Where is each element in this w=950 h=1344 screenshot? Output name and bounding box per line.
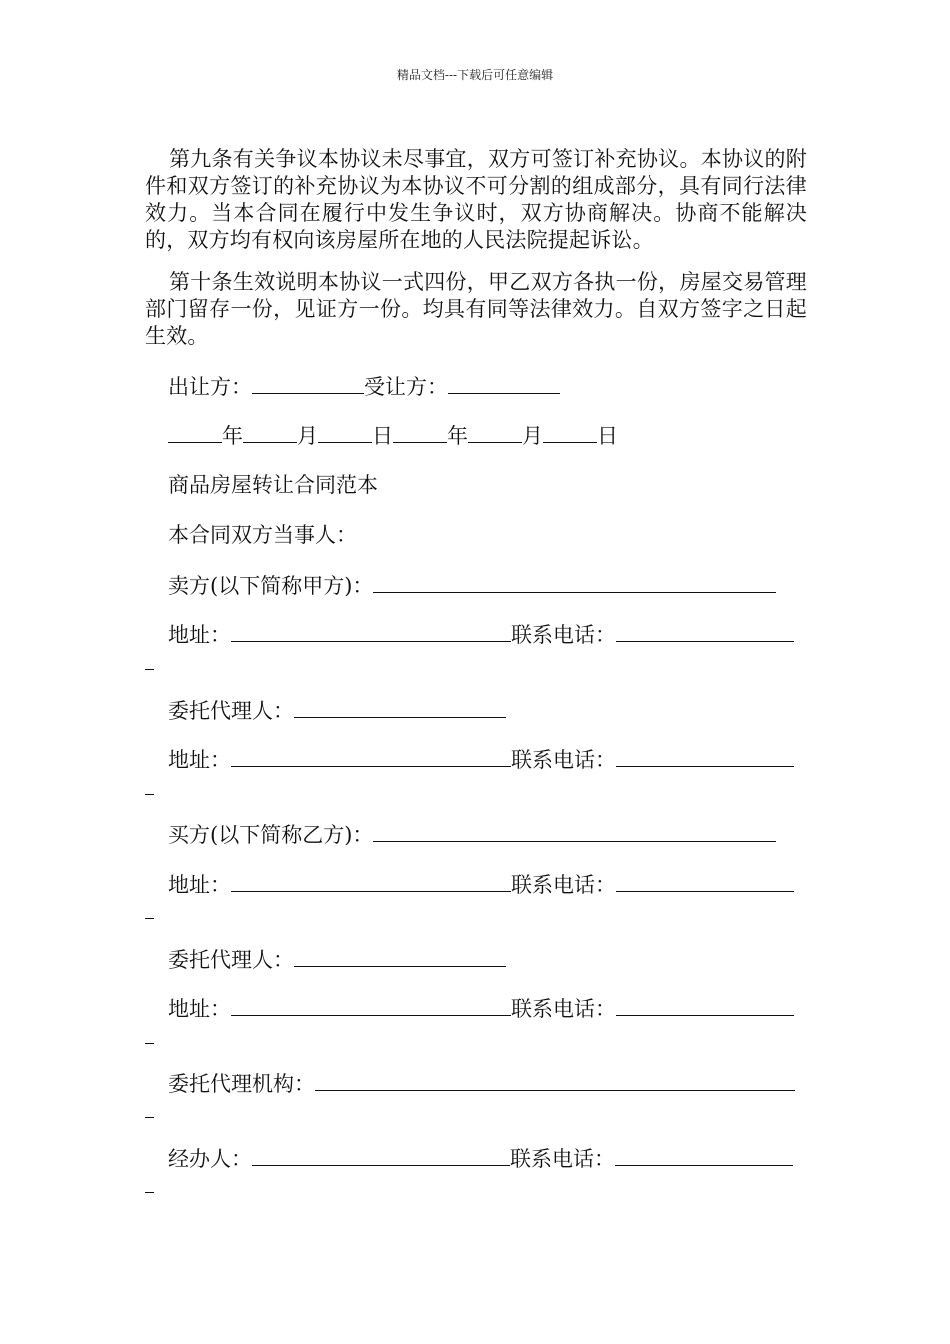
agency-label: 委托代理机构： (168, 1072, 315, 1096)
line-tail (145, 668, 154, 670)
agency-blank[interactable] (315, 1070, 795, 1091)
day-label: 日 (372, 424, 393, 448)
address-label: 地址： (168, 623, 231, 647)
contract-title: 商品房屋转让合同范本 (168, 473, 378, 497)
buyer-line (168, 821, 776, 848)
handler-label: 经办人： (168, 1147, 252, 1171)
buyer-agent-address-line (168, 995, 794, 1022)
address-label: 地址： (168, 748, 231, 772)
transferee-blank[interactable] (448, 373, 560, 394)
date-line (168, 422, 618, 449)
line-tail (145, 1116, 154, 1118)
transferor-label: 出让方： (168, 375, 252, 399)
day-label-2: 日 (597, 424, 618, 448)
phone-blank[interactable] (615, 1145, 793, 1166)
line-tail (145, 917, 154, 919)
month-label-2: 月 (522, 424, 543, 448)
page-header: 精品文档---下载后可任意编辑 (396, 68, 554, 82)
line-tail (145, 1191, 154, 1193)
seller-address-line (168, 621, 794, 648)
phone-label: 联系电话： (511, 623, 616, 647)
seller-agent-line (168, 697, 506, 724)
phone-blank[interactable] (616, 621, 794, 642)
phone-label: 联系电话： (511, 997, 616, 1021)
address-blank[interactable] (231, 995, 511, 1016)
agent-blank[interactable] (294, 946, 506, 967)
agency-line (168, 1070, 795, 1097)
transferor-blank[interactable] (252, 373, 364, 394)
address-blank[interactable] (231, 621, 511, 642)
month-blank[interactable] (243, 422, 297, 443)
phone-blank[interactable] (616, 871, 794, 892)
month-label: 月 (297, 424, 318, 448)
line-tail (145, 793, 154, 795)
year-label: 年 (222, 424, 243, 448)
parties-intro: 本合同双方当事人： (168, 523, 357, 547)
seller-agent-address-line (168, 746, 794, 773)
phone-blank[interactable] (616, 746, 794, 767)
year-blank[interactable] (168, 422, 222, 443)
signature-line (168, 373, 560, 400)
seller-label: 卖方(以下简称甲方)： (168, 574, 374, 598)
agent-blank[interactable] (294, 697, 506, 718)
address-label: 地址： (168, 873, 231, 897)
agent-label: 委托代理人： (168, 699, 294, 723)
year-blank-2[interactable] (393, 422, 447, 443)
buyer-blank[interactable] (373, 821, 776, 842)
line-tail (145, 1042, 154, 1044)
article-9: 第九条有关争议本协议未尽事宜，双方可签订补充协议。本协议的附件和双方签订的补充协议为本协议不可分割的组成部分，具有同行法律效力。当本合同在履行中发生争议时，双方协商解决。协商不能解决的，双方均有权向该房屋所在地的人民法院提起诉讼。 (145, 147, 807, 252)
day-blank[interactable] (318, 422, 372, 443)
seller-line (168, 572, 776, 599)
year-label-2: 年 (447, 424, 468, 448)
handler-blank[interactable] (252, 1145, 510, 1166)
article-10: 第十条生效说明本协议一式四份，甲乙双方各执一份，房屋交易管理部门留存一份，见证方一份。均具有同等法律效力。自双方签字之日起生效。 (145, 270, 807, 348)
phone-label: 联系电话： (511, 748, 616, 772)
agent-label: 委托代理人： (168, 948, 294, 972)
handler-line (168, 1145, 793, 1172)
phone-blank[interactable] (616, 995, 794, 1016)
seller-blank[interactable] (373, 572, 776, 593)
address-blank[interactable] (231, 746, 511, 767)
transferee-label: 受让方： (364, 375, 448, 399)
address-blank[interactable] (231, 871, 511, 892)
phone-label: 联系电话： (511, 873, 616, 897)
buyer-agent-line (168, 946, 506, 973)
buyer-label: 买方(以下简称乙方)： (168, 823, 374, 847)
phone-label: 联系电话： (510, 1147, 615, 1171)
buyer-address-line (168, 871, 794, 898)
address-label: 地址： (168, 997, 231, 1021)
day-blank-2[interactable] (543, 422, 597, 443)
month-blank-2[interactable] (468, 422, 522, 443)
